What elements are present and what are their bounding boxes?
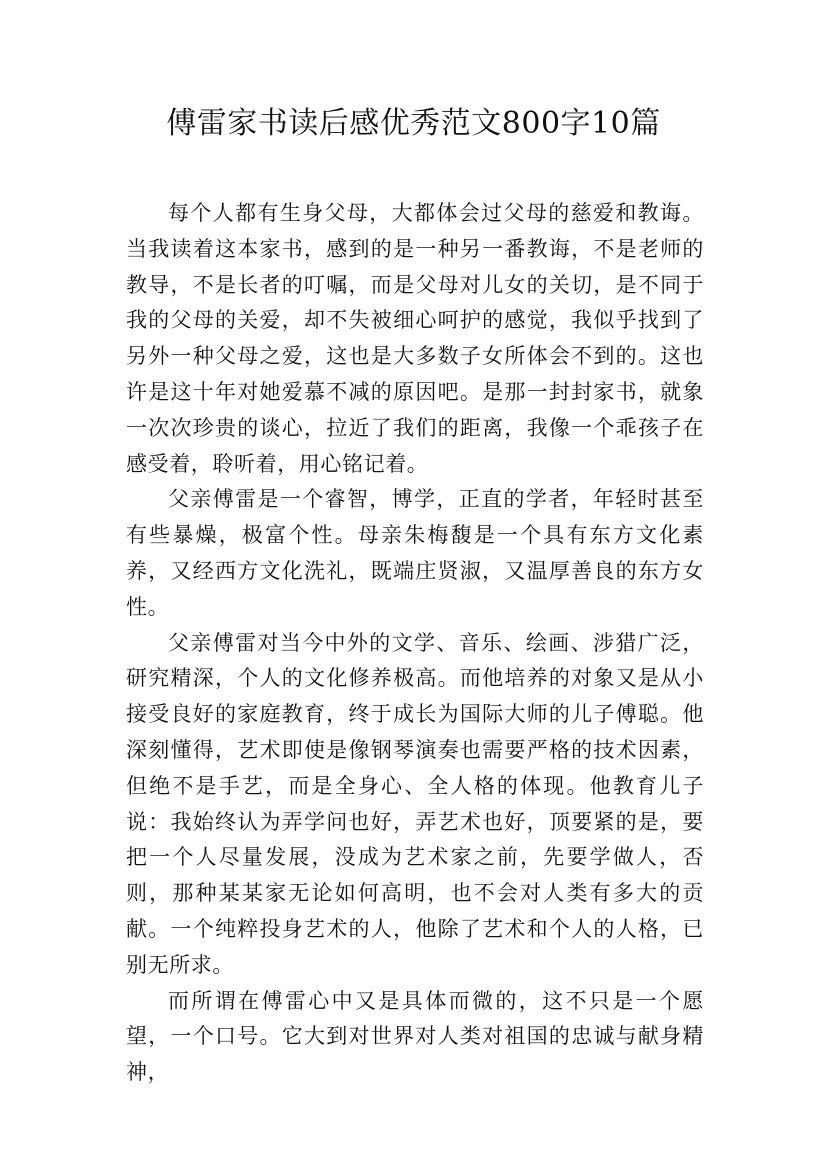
paragraph: 每个人都有生身父母，大都体会过父母的慈爱和教诲。当我读着这本家书，感到的是一种另一番教诲，不是老师的教导，不是长者的叮嘱，而是父母对儿女的关切，是不同于我的父母的关爱，却不失被细心呵护的感觉，我似乎找到了另外一种父母之爱，这也是大多数子女所体会不到的。这也许是这十年对她爱慕不减的原因吧。是那一封封家书，就象一次次珍贵的谈心，拉近了我们的距离，我像一个乖孩子在感受着，聆听着，用心铭记着。	[126, 201, 704, 476]
document-body	[126, 196, 704, 1091]
paragraph: 父亲傅雷是一个睿智，博学，正直的学者，年轻时甚至有些暴燥，极富个性。母亲朱梅馥是一个具有东方文化素养，又经西方文化洗礼，既端庄贤淑，又温厚善良的东方女性。	[126, 487, 704, 619]
paragraph: 父亲傅雷对当今中外的文学、音乐、绘画、涉猎广泛，研究精深，个人的文化修养极高。而他培养的对象又是从小接受良好的家庭教育，终于成长为国际大师的儿子傅聪。他深刻懂得，艺术即使是像钢琴演奏也需要严格的技术因素，但绝不是手艺，而是全身心、全人格的体现。他教育儿子说：我始终认为弄学问也好，弄艺术也好，顶要紧的是，要把一个人尽量发展，没成为艺术家之前，先要学做人，否则，那种某某家无论如何高明，也不会对人类有多大的贡献。一个纯粹投身艺术的人，他除了艺术和个人的人格，已别无所求。	[126, 630, 704, 977]
document-title: 傅雷家书读后感优秀范文800字10篇	[166, 106, 661, 141]
paragraph: 而所谓在傅雷心中又是具体而微的，这不只是一个愿望，一个口号。它大到对世界对人类对祖国的忠诚与献身精神，	[126, 988, 704, 1085]
